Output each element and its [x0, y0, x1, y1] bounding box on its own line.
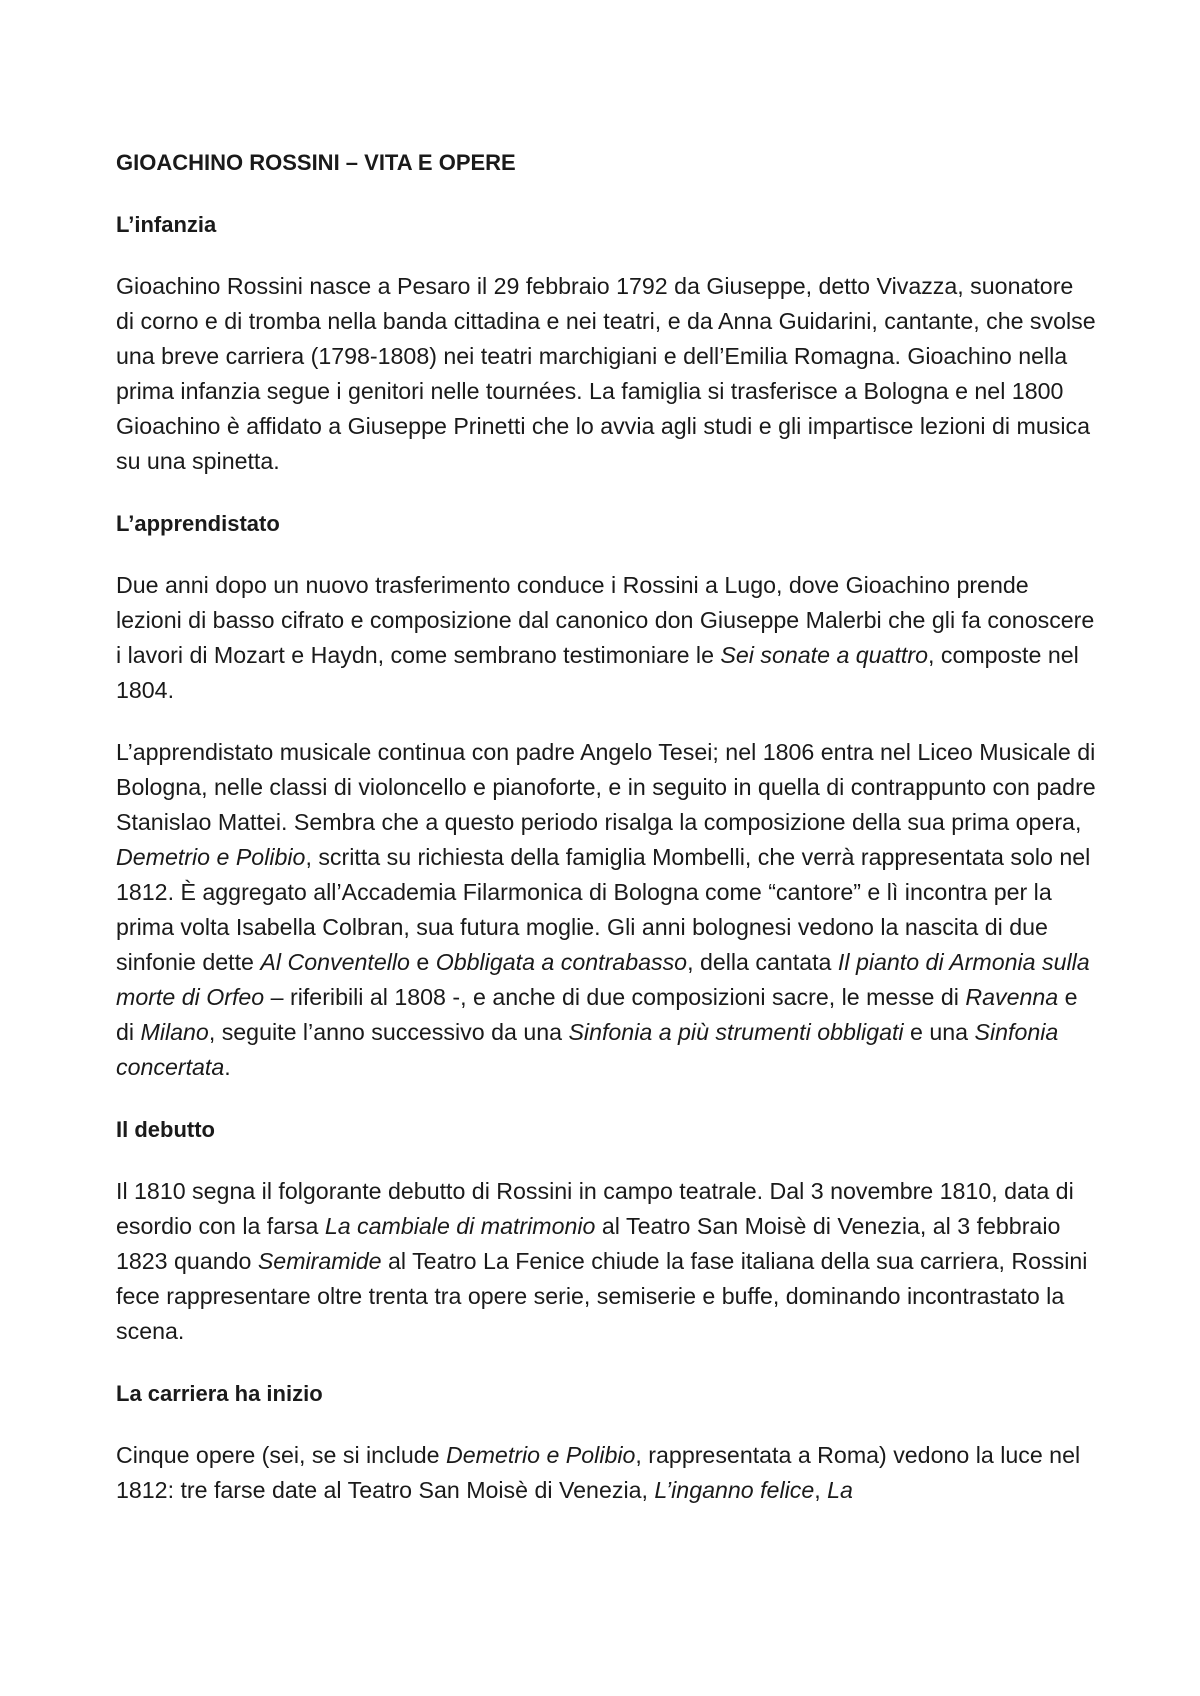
text-run: e — [409, 949, 436, 975]
paragraph — [116, 1438, 1096, 1508]
text-run: , scritta su richiesta della famiglia Mombelli, che verrà rappresentata solo nel 1812. È aggregato all’Accademia Filarmonica di Bologna come “cantore” e lì incontra per la prima volta Isabella Colbran, sua futura moglie. Gli anni bolognesi vedono la nascita di due sinfonie dette — [116, 844, 1091, 975]
italic-text-run: La cambiale di matrimonio — [324, 1213, 596, 1239]
text-run: Cinque opere (sei, se si include — [116, 1442, 446, 1468]
text-run: , della cantata — [687, 949, 838, 975]
text-run: Il 1810 segna il folgorante debutto di Rossini in campo teatrale. Dal 3 novembre 1810, data di esordio con la farsa — [116, 1178, 1074, 1239]
section-heading-infanzia: L’infanzia — [116, 212, 217, 237]
text-run: Gioachino Rossini nasce a Pesaro il 29 febbraio 1792 da Giuseppe, detto Vivazza, suonatore di corno e di tromba nella banda cittadina e nei teatri, e da Anna Guidarini, cantante, che svolse una breve carriera (1798-1808) nei teatri marchigiani e dell’Emilia Romagna. Gioachino nella prima infanzia segue i genitori nelle tournées. La famiglia si trasferisce a Bologna e nel 1800 Gioachino è affidato a Giuseppe Prinetti che lo avvia agli studi e gli impartisce lezioni di musica su una spinetta. — [116, 273, 1096, 474]
text-run: al Teatro La Fenice chiude la fase italiana della sua carriera, Rossini fece rappresentare oltre trenta tra opere serie, semiserie e buffe, dominando incontrastato la scena. — [116, 1248, 1088, 1344]
text-run: . — [224, 1054, 231, 1080]
italic-text-run: Il pianto di Armonia sulla morte di Orfeo — [116, 949, 1090, 1010]
text-run: e una — [903, 1019, 975, 1045]
paragraph — [116, 269, 1096, 479]
paragraph — [116, 568, 1096, 708]
text-run: , — [814, 1477, 828, 1503]
paragraph — [116, 735, 1096, 1085]
italic-text-run: Sinfonia a più strumenti obbligati — [568, 1019, 904, 1045]
text-run: e di — [116, 984, 1078, 1045]
section-heading-debutto: Il debutto — [116, 1117, 215, 1142]
italic-text-run: Al Conventello — [260, 949, 410, 975]
text-run: , composte nel 1804. — [116, 642, 1079, 703]
text-run: , rappresentata a Roma) vedono la luce nel 1812: tre farse date al Teatro San Moisè di Venezia, — [116, 1442, 1081, 1503]
italic-text-run: Semiramide — [257, 1248, 382, 1274]
italic-text-run: Sinfonia concertata — [116, 1019, 1059, 1080]
italic-text-run: L’inganno felice — [654, 1477, 815, 1503]
italic-text-run: Obbligata a contrabasso — [435, 949, 688, 975]
text-run: L’apprendistato musicale continua con padre Angelo Tesei; nel 1806 entra nel Liceo Musicale di Bologna, nelle classi di violoncello e pianoforte, e in seguito in quella di contrappunto con padre Stanislao Mattei. Sembra che a questo periodo risalga la composizione della sua prima opera, — [116, 739, 1096, 835]
text-run: al Teatro San Moisè di Venezia, al 3 febbraio 1823 quando — [116, 1213, 1061, 1274]
text-run: Due anni dopo un nuovo trasferimento conduce i Rossini a Lugo, dove Gioachino prende lezioni di basso cifrato e composizione dal canonico don Giuseppe Malerbi che gli fa conoscere i lavori di Mozart e Haydn, come sembrano testimoniare le — [116, 572, 1095, 668]
text-run: – riferibili al 1808 -, e anche di due composizioni sacre, le messe di — [264, 984, 966, 1010]
document-page — [116, 145, 1096, 1535]
paragraph — [116, 1174, 1096, 1349]
italic-text-run: Sei sonate a quattro — [720, 642, 928, 668]
document-title: GIOACHINO ROSSINI – VITA E OPERE — [116, 150, 516, 175]
italic-text-run: Demetrio e Polibio — [116, 844, 306, 870]
section-heading-carriera: La carriera ha inizio — [116, 1381, 323, 1406]
section-heading-apprendistato: L’apprendistato — [116, 511, 280, 536]
italic-text-run: Demetrio e Polibio — [445, 1442, 636, 1468]
text-run: , seguite l’anno successivo da una — [208, 1019, 569, 1045]
italic-text-run: Ravenna — [965, 984, 1059, 1010]
italic-text-run: Milano — [140, 1019, 209, 1045]
italic-text-run: La — [827, 1477, 853, 1503]
